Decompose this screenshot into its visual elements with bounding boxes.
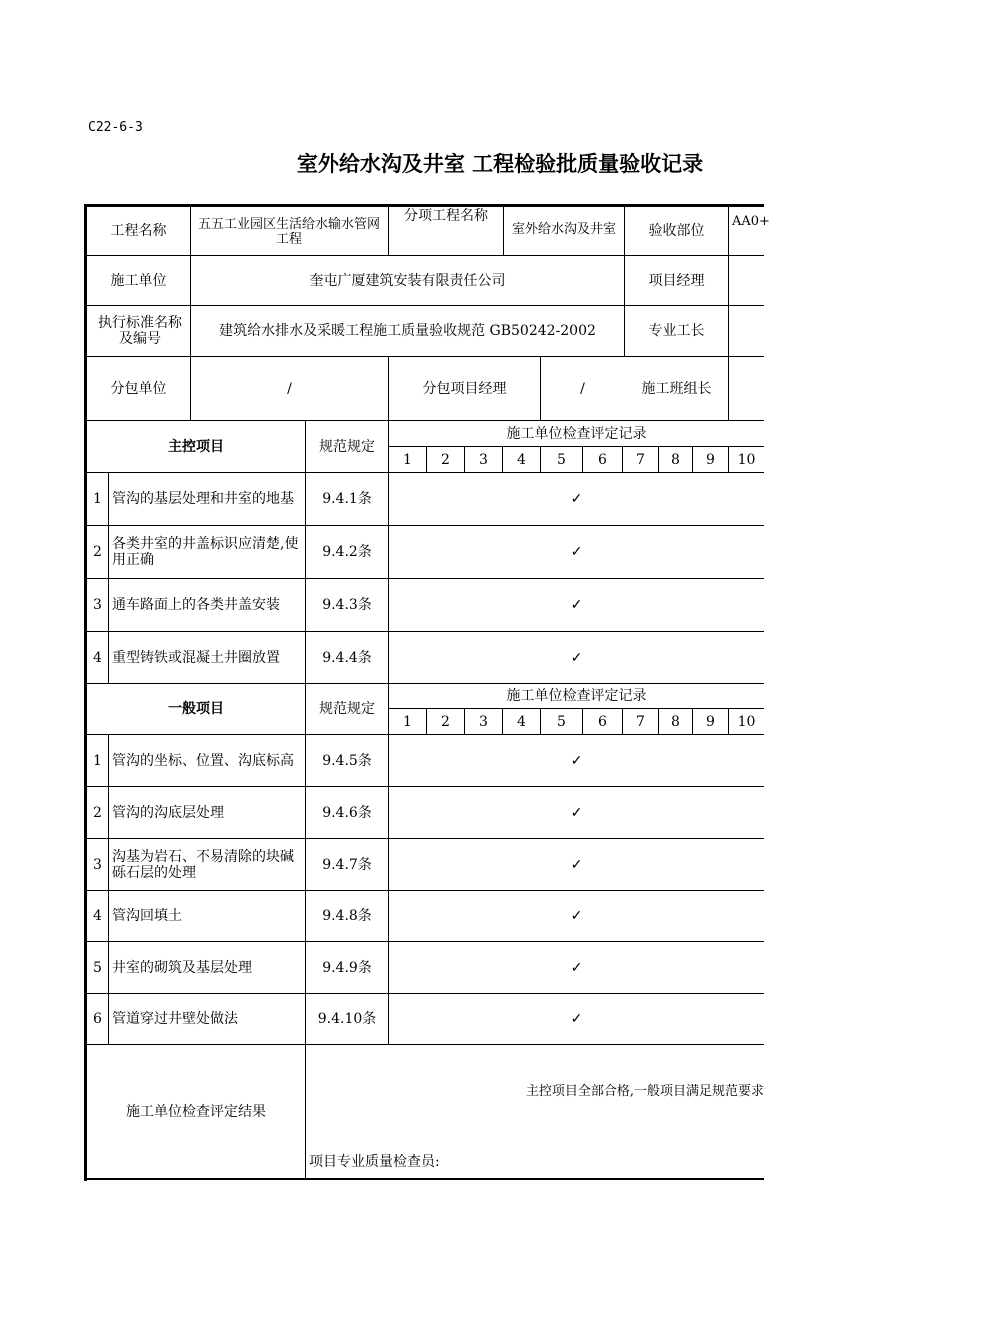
main-item-name: 管沟的基层处理和井室的地基 <box>112 491 294 507</box>
conclusion-label: 施工单位检查评定结果 <box>126 1103 266 1120</box>
general-col-2: 2 <box>441 713 450 730</box>
subcontractor-value: / <box>287 380 292 397</box>
standard-label: 执行标准名称及编号 <box>98 315 182 347</box>
general-item-result: ✓ <box>570 752 583 769</box>
main-control-col-6: 6 <box>598 451 607 468</box>
main-item-result: ✓ <box>570 649 583 666</box>
project-name-value: 五五工业园区生活给水输水管网工程 <box>197 217 380 247</box>
general-item-spec: 9.4.9条 <box>322 959 372 976</box>
general-item-name: 管沟的坐标、位置、沟底标高 <box>112 752 294 769</box>
general-spec-label: 规范规定 <box>319 701 375 717</box>
main-control-col-1: 1 <box>403 451 412 468</box>
construction-unit-label: 施工单位 <box>110 272 167 289</box>
project-manager-label: 项目经理 <box>648 272 705 289</box>
foreman-value <box>729 306 764 356</box>
general-item-name: 井室的砌筑及基层处理 <box>112 959 252 976</box>
general-item-spec: 9.4.7条 <box>322 856 372 873</box>
main-item-result: ✓ <box>570 544 583 560</box>
page-title: 室外给水沟及井室 工程检验批质量验收记录 <box>296 152 704 176</box>
conclusion-text: 主控项目全部合格,一般项目满足规范要求 <box>525 1084 764 1099</box>
general-record-label: 施工单位检查评定记录 <box>506 688 647 704</box>
team-leader-value <box>729 357 764 420</box>
inspector-label: 项目专业质量检查员: <box>309 1154 440 1170</box>
main-control-col-9: 9 <box>706 451 715 468</box>
subcontractor-label: 分包单位 <box>110 380 167 397</box>
inspection-table <box>84 204 770 1181</box>
main-item-result: ✓ <box>570 597 583 613</box>
main-item-result: ✓ <box>570 491 583 507</box>
main-control-record-label: 施工单位检查评定记录 <box>506 425 647 442</box>
project-manager-value <box>729 256 764 305</box>
general-item-name: 管道穿过井壁处做法 <box>112 1011 238 1027</box>
general-col-5: 5 <box>557 713 566 730</box>
main-control-col-5: 5 <box>557 451 566 468</box>
main-item-name: 重型铸铁或混凝土井圈放置 <box>112 649 280 666</box>
main-item-spec: 9.4.2条 <box>322 544 372 560</box>
main-item-name: 通车路面上的各类井盖安装 <box>112 597 280 613</box>
main-control-col-8: 8 <box>671 451 680 468</box>
general-item-result: ✓ <box>570 908 583 924</box>
general-item-spec: 9.4.6条 <box>322 804 372 821</box>
main-item-no: 2 <box>93 544 102 560</box>
acceptance-part-value: AA0+ <box>732 214 770 229</box>
general-item-result: ✓ <box>570 856 583 873</box>
general-col-1: 1 <box>403 713 412 730</box>
main-control-col-4: 4 <box>517 451 526 468</box>
main-control-spec-label: 规范规定 <box>319 438 375 455</box>
standard-value: 建筑给水排水及采暖工程施工质量验收规范 GB50242-2002 <box>219 323 596 339</box>
general-col-6: 6 <box>598 713 607 730</box>
main-item-spec: 9.4.3条 <box>322 597 372 613</box>
main-control-section-label: 主控项目 <box>168 438 224 455</box>
general-item-no: 3 <box>93 856 102 873</box>
general-item-spec: 9.4.8条 <box>322 908 372 924</box>
foreman-label: 专业工长 <box>648 323 705 339</box>
acceptance-part-label: 验收部位 <box>648 223 705 239</box>
general-col-3: 3 <box>479 713 488 730</box>
main-item-no: 3 <box>93 597 102 613</box>
main-item-no: 4 <box>93 649 102 666</box>
sub-manager-label: 分包项目经理 <box>422 380 507 397</box>
main-item-no: 1 <box>93 491 102 507</box>
general-item-no: 4 <box>93 908 102 924</box>
main-control-col-10: 10 <box>737 451 756 468</box>
form-code: C22-6-3 <box>88 120 143 135</box>
general-item-no: 5 <box>93 959 102 976</box>
general-item-spec: 9.4.10条 <box>317 1011 377 1027</box>
general-section-label: 一般项目 <box>168 701 224 717</box>
main-item-spec: 9.4.4条 <box>322 649 372 666</box>
general-item-result: ✓ <box>570 804 583 821</box>
general-item-result: ✓ <box>570 959 583 976</box>
general-col-9: 9 <box>706 713 715 730</box>
general-col-7: 7 <box>636 713 645 730</box>
general-item-no: 1 <box>93 752 102 769</box>
construction-unit-value: 奎屯广厦建筑安装有限责任公司 <box>309 272 506 289</box>
general-item-name: 管沟的沟底层处理 <box>112 804 224 821</box>
general-item-spec: 9.4.5条 <box>322 752 372 769</box>
main-item-name: 各类井室的井盖标识应清楚,使用正确 <box>112 536 299 568</box>
general-col-8: 8 <box>671 713 680 730</box>
team-leader-label: 施工班组长 <box>641 380 712 397</box>
sub-project-label: 分项工程名称 <box>404 208 488 224</box>
main-item-spec: 9.4.1条 <box>322 491 372 507</box>
general-item-no: 2 <box>93 804 102 821</box>
general-item-name: 沟基为岩石、不易清除的块碱砾石层的处理 <box>112 848 294 881</box>
main-control-col-2: 2 <box>441 451 450 468</box>
main-control-col-3: 3 <box>479 451 488 468</box>
project-name-label: 工程名称 <box>110 223 167 239</box>
sub-project-value: 室外给水沟及井室 <box>511 222 616 237</box>
general-col-4: 4 <box>517 713 526 730</box>
general-item-no: 6 <box>93 1011 102 1027</box>
general-item-name: 管沟回填土 <box>112 908 182 924</box>
general-item-result: ✓ <box>570 1011 583 1027</box>
sub-manager-value: / <box>580 380 585 397</box>
general-col-10: 10 <box>737 713 756 730</box>
main-control-col-7: 7 <box>636 451 645 468</box>
